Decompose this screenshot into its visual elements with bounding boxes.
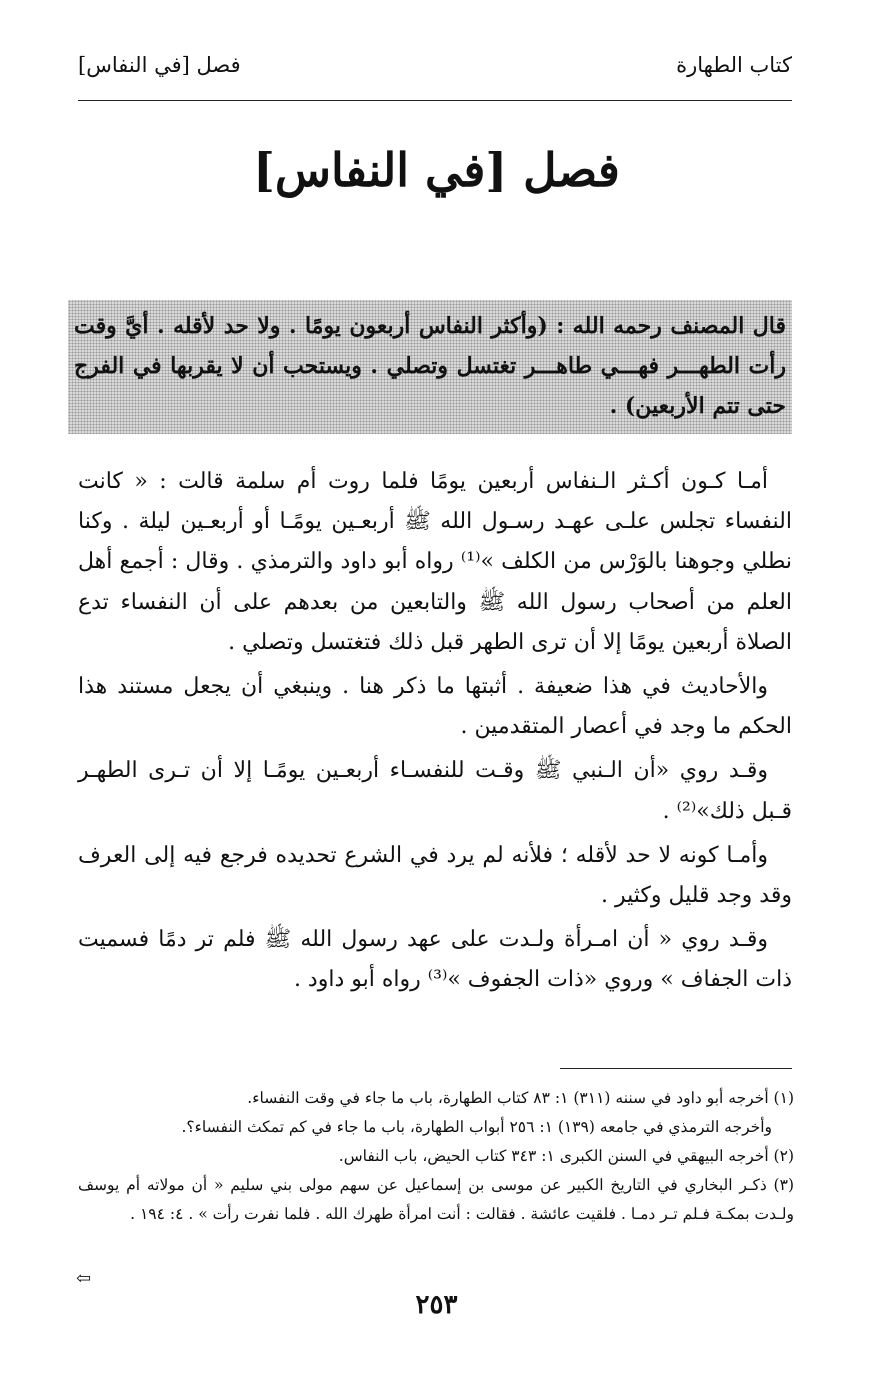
matn-quote-box: قال المصنف رحمه الله : (وأكثر النفاس أربعون يومًا . ولا حد لأقله . أيَّ وقت رأت الطهـــر فهـــي طاهـــر تغتسل وتصلي . ويستحب أن لا يقربها في الفرج حتى تتم الأربعين) .: [68, 300, 792, 434]
commentary-body: [78, 462, 792, 1005]
running-head-section: فصل [في النفاس]: [78, 53, 241, 77]
footnote-1-continued: وأخرجه الترمذي في جامعه (١٣٩) ١: ٢٥٦ أبواب الطهارة، باب ما جاء في كم تمكث النفساء؟.: [181, 1118, 772, 1136]
paragraph: وقـد روي « أن امـرأة ولـدت على عهد رسول الله ﷺ فلم تر دمًا فسميت ذات الجفاف » وروي «ذات الجفوف »⁽³⁾ رواه أبو داود .: [78, 927, 792, 993]
paragraph: وأمـا كونه لا حد لأقله ؛ فلأنه لم يرد في الشرع تحديده فرجع فيه إلى العرف وقد وجد قليل وكثير .: [78, 842, 792, 909]
footnotes: [78, 1084, 794, 1229]
footnote-separator: [560, 1068, 792, 1069]
footnote-3: (٣) ذكـر البخاري في التاريخ الكبير عن موسى بن إسماعيل عن سهم مولى بني سليم « أن مولاته أم يوسف ولـدت بمكـة فـلم تـر دمـا . فلقيت عائشة . فقالت : أنت امرأة طهرك الله . فلما نفرت رأت » . ٤: ١٩٤ .: [78, 1176, 794, 1223]
footnote-1: (١) أخرجه أبو داود في سننه (٣١١) ١: ٨٣ كتاب الطهارة، باب ما جاء في وقت النفساء.: [247, 1089, 794, 1107]
paragraph: أمـا كـون أكـثر الـنفاس أربعين يومًا فلما روت أم سلمة قالت : « كانت النفساء تجلس علـى عهـد رسـول الله ﷺ أربعـين يومًـا أو أربعـين ليلة . وكنا نطلي وجوهنا بالوَرْس من الكلف »⁽¹⁾ رواه أبو داود والترمذي . وقال : أجمع أهل العلم من أصحاب رسول الله ﷺ والتابعين من بعدهم على أن النفساء تدع الصلاة أربعين يومًا إلا أن ترى الطهر قبل ذلك فتغتسل وتصلي .: [78, 469, 792, 655]
paragraph: والأحاديث في هذا ضعيفة . أثبتها ما ذكر هنا . وينبغي أن يجعل مستند هذا الحكم ما وجد في أعصار المتقدمين .: [78, 674, 792, 740]
running-head: [78, 50, 792, 101]
footnote-2: (٢) أخرجه البيهقي في السنن الكبرى ١: ٣٤٣ كتاب الحيض، باب النفاس.: [338, 1147, 794, 1165]
next-page-arrow-icon: ⇦: [76, 1268, 92, 1289]
page-number: ٢٥٣: [415, 1290, 458, 1320]
chapter-title: فصل [في النفاس]: [253, 143, 620, 197]
paragraph: وقـد روي «أن الـنبي ﷺ وقـت للنفسـاء أربعـين يومًـا إلا أن تـرى الطهـر قـبل ذلك»⁽²⁾ .: [78, 758, 792, 824]
running-head-book: كتاب الطهارة: [676, 53, 792, 77]
